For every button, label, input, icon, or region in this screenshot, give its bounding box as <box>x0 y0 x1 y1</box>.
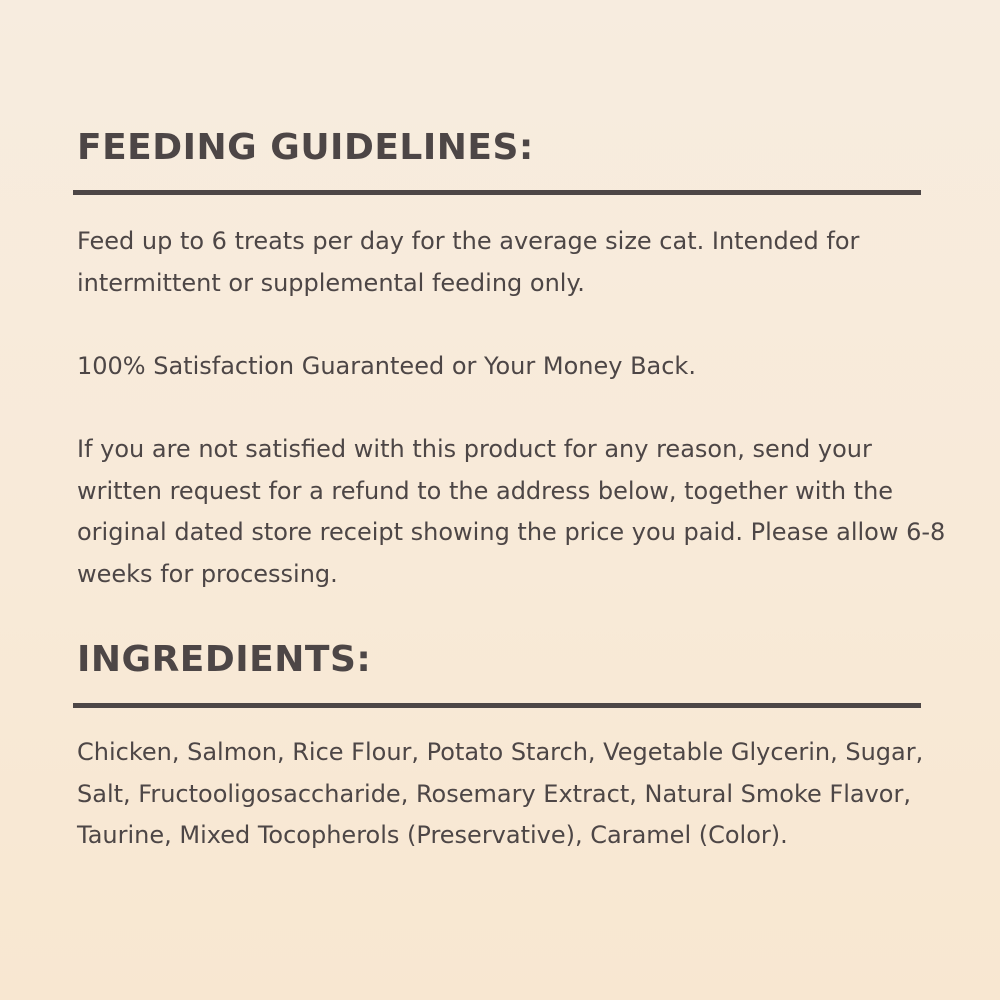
feeding-guidelines-divider <box>73 190 921 195</box>
feeding-instructions-text: Feed up to 6 treats per day for the average size cat. Intended for intermittent or supplemental feeding only. <box>77 227 860 297</box>
satisfaction-guarantee-text: 100% Satisfaction Guaranteed or Your Money Back. <box>77 352 696 380</box>
feeding-guidelines-heading: FEEDING GUIDELINES: <box>77 127 534 168</box>
refund-policy-text: If you are not satisfied with this product for any reason, send your written request for a refund to the address below, together with the original dated store receipt showing the price you paid. Please allow 6-8 weeks for processing. <box>77 435 946 588</box>
ingredients-divider <box>73 703 921 708</box>
ingredients-heading: INGREDIENTS: <box>77 639 372 680</box>
ingredients-list-text: Chicken, Salmon, Rice Flour, Potato Starch, Vegetable Glycerin, Sugar, Salt, Fructooligosaccharide, Rosemary Extract, Natural Smoke Flavor, Taurine, Mixed Tocopherols (Preservative), Caramel (Color). <box>77 738 924 849</box>
